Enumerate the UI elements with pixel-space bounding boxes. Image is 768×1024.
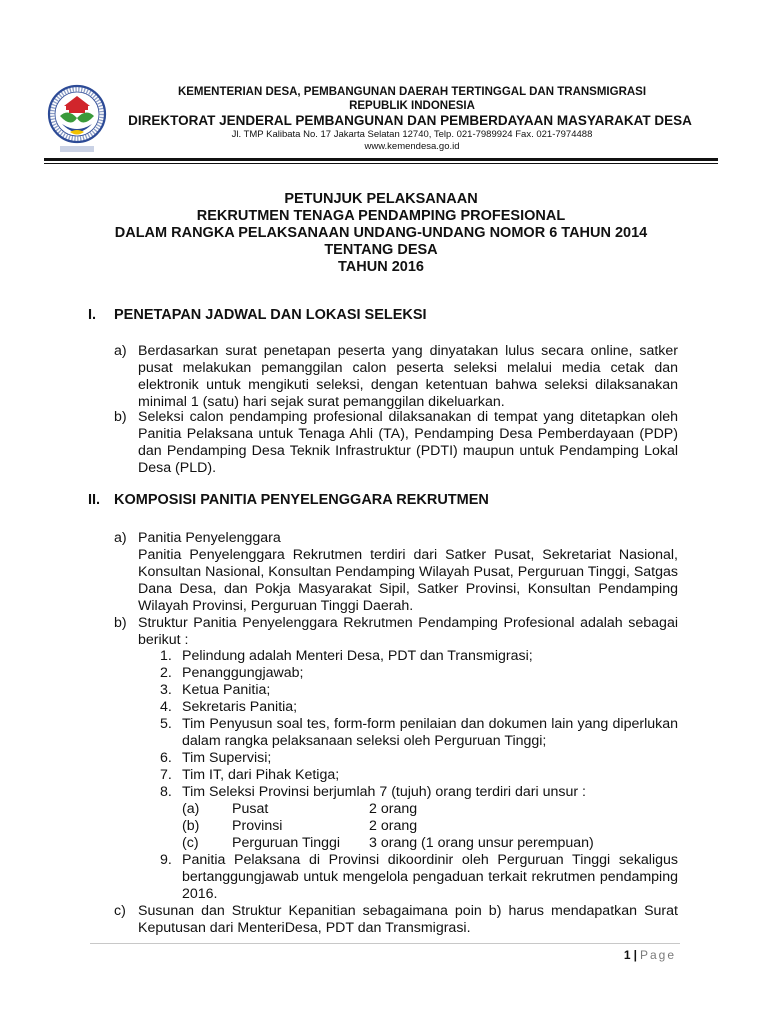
item-label: c) bbox=[114, 903, 126, 919]
document-title-line-5: TAHUN 2016 bbox=[338, 259, 424, 275]
composition-label: (c) bbox=[182, 835, 199, 851]
ministry-name: KEMENTERIAN DESA, PEMBANGUNAN DAERAH TERTINGGAL DAN TRANSMIGRASI bbox=[177, 86, 647, 98]
composition-label: (b) bbox=[182, 818, 200, 834]
republic-name: REPUBLIK INDONESIA bbox=[349, 100, 475, 112]
list-item-section2-c bbox=[114, 903, 678, 937]
item-text: Tim Penyusun soal tes, form-form penilaian dan dokumen lain yang diperlukan dalam rangka pelaksanaan seleksi oleh Perguruan Tinggi; bbox=[182, 716, 678, 749]
item-number: 5. bbox=[160, 716, 172, 732]
item-label: b) bbox=[114, 409, 127, 425]
numbered-item-4 bbox=[160, 699, 678, 716]
item-text: Panitia Pelaksana di Provinsi dikoordinir oleh Perguruan Tinggi sekaligus bertanggungjawab untuk mengelola pengaduan terkait rekrutmen pendamping 2016. bbox=[182, 852, 678, 902]
section-number: II. bbox=[88, 492, 101, 508]
item-text: Pelindung adalah Menteri Desa, PDT dan Transmigrasi; bbox=[182, 648, 533, 664]
item-text: Susunan dan Struktur Kepanitian sebagaimana poin b) harus mendapatkan Surat Keputusan dari MenteriDesa, PDT dan Transmigrasi. bbox=[138, 903, 678, 936]
numbered-item-9 bbox=[160, 852, 678, 903]
composition-unit: Pusat bbox=[232, 801, 269, 817]
composition-count: 2 orang bbox=[369, 818, 418, 834]
item-text: Tim Supervisi; bbox=[182, 750, 272, 766]
item-number: 9. bbox=[160, 852, 172, 868]
composition-unit: Provinsi bbox=[232, 818, 283, 834]
letterhead-rule-thick bbox=[44, 158, 718, 161]
document-title-line-3: DALAM RANGKA PELAKSANAAN UNDANG-UNDANG NOMOR 6 TAHUN 2014 bbox=[114, 225, 648, 241]
item-number: 3. bbox=[160, 682, 172, 698]
list-item-section2-a bbox=[114, 530, 678, 615]
composition-count: 3 orang (1 orang unsur perempuan) bbox=[369, 835, 594, 851]
item-number: 4. bbox=[160, 699, 172, 715]
page-footer bbox=[624, 948, 676, 962]
list-item-section2-b bbox=[114, 615, 678, 649]
list-item-section1-b bbox=[114, 409, 678, 477]
section-heading-2 bbox=[88, 492, 489, 509]
footer-separator: | bbox=[633, 948, 637, 962]
item-number: 2. bbox=[160, 665, 172, 681]
composition-label: (a) bbox=[182, 801, 200, 817]
directorate-name: DIREKTORAT JENDERAL PEMBANGUNAN DAN PEMBERDAYAAN MASYARAKAT DESA bbox=[128, 113, 692, 128]
numbered-item-5 bbox=[160, 716, 678, 750]
footer-rule bbox=[90, 943, 680, 944]
section-heading-1 bbox=[88, 307, 427, 324]
item-number: 7. bbox=[160, 767, 172, 783]
item-text: Tim Seleksi Provinsi berjumlah 7 (tujuh) orang terdiri dari unsur : bbox=[182, 784, 586, 800]
letterhead-address: Jl. TMP Kalibata No. 17 Jakarta Selatan 12740, Telp. 021-7989924 Fax. 021-7974488 bbox=[231, 129, 593, 140]
section-title: KOMPOSISI PANITIA PENYELENGGARA REKRUTMEN bbox=[114, 492, 489, 508]
composition-count: 2 orang bbox=[369, 801, 418, 817]
item-text: Ketua Panitia; bbox=[182, 682, 271, 698]
composition-unit: Perguruan Tinggi bbox=[232, 835, 341, 851]
section-number: I. bbox=[88, 307, 97, 323]
item-text: Tim IT, dari Pihak Ketiga; bbox=[182, 767, 340, 783]
item-number: 8. bbox=[160, 784, 172, 800]
item-text: Berdasarkan surat penetapan peserta yang dinyatakan lulus secara online, satker pusat melakukan pemanggilan calon peserta seleksi melalui media cetak dan elektronik untuk mengikuti seleksi, dengan ketentuan bahwa seleksi dilaksanakan minimal 1 (satu) hari sejak surat pemanggilan dikeluarkan. bbox=[138, 343, 678, 410]
item-text: Panitia Penyelenggara Rekrutmen terdiri dari Satker Pusat, Sekretariat Nasional, Konsultan Nasional, Konsultan Pendamping Wilayah Pusat, Perguruan Tinggi, Satgas Dana Desa, dan Pokja Masyarakat Sipil, Satker Provinsi, Konsultan Pendamping Wilayah Provinsi, Perguruan Tinggi Daerah. bbox=[138, 547, 678, 614]
item-text: Struktur Panitia Penyelenggara Rekrutmen Pendamping Profesional adalah sebagai berikut : bbox=[138, 615, 678, 648]
numbered-item-6 bbox=[160, 750, 678, 767]
item-text: Penanggungjawab; bbox=[182, 665, 304, 681]
numbered-item-3 bbox=[160, 682, 678, 699]
section-title: PENETAPAN JADWAL DAN LOKASI SELEKSI bbox=[114, 307, 427, 323]
item-title: Panitia Penyelenggara bbox=[138, 530, 281, 546]
numbered-item-7 bbox=[160, 767, 678, 784]
item-label: a) bbox=[114, 530, 127, 546]
numbered-item-2 bbox=[160, 665, 678, 682]
item-text: Seleksi calon pendamping profesional dilaksanakan di tempat yang ditetapkan oleh Panitia Pelaksana untuk Tenaga Ahli (TA), Pendamping Desa Pemberdayaan (PDP) dan Pendamping Desa Teknik Infrastruktur (PDTI) maupun untuk Pendamping Lokal Desa (PLD). bbox=[138, 409, 678, 476]
item-number: 6. bbox=[160, 750, 172, 766]
document-title-line-1: PETUNJUK PELAKSANAAN bbox=[284, 191, 478, 207]
letterhead-website: www.kemendesa.go.id bbox=[364, 141, 460, 152]
item-text: Sekretaris Panitia; bbox=[182, 699, 298, 715]
page-number: 1 bbox=[623, 948, 631, 962]
item-number: 1. bbox=[160, 648, 172, 664]
page-label: Page bbox=[639, 948, 676, 962]
ministry-emblem-icon bbox=[46, 80, 108, 160]
numbered-item-1 bbox=[160, 648, 678, 665]
item-label: a) bbox=[114, 343, 127, 359]
item-label: b) bbox=[114, 615, 127, 631]
numbered-item-8 bbox=[160, 784, 678, 801]
document-title-line-4: TENTANG DESA bbox=[324, 242, 438, 258]
document-title-line-2: REKRUTMEN TENAGA PENDAMPING PROFESIONAL bbox=[196, 208, 566, 224]
letterhead-rule-thin bbox=[44, 163, 718, 164]
list-item-section1-a bbox=[114, 343, 678, 411]
